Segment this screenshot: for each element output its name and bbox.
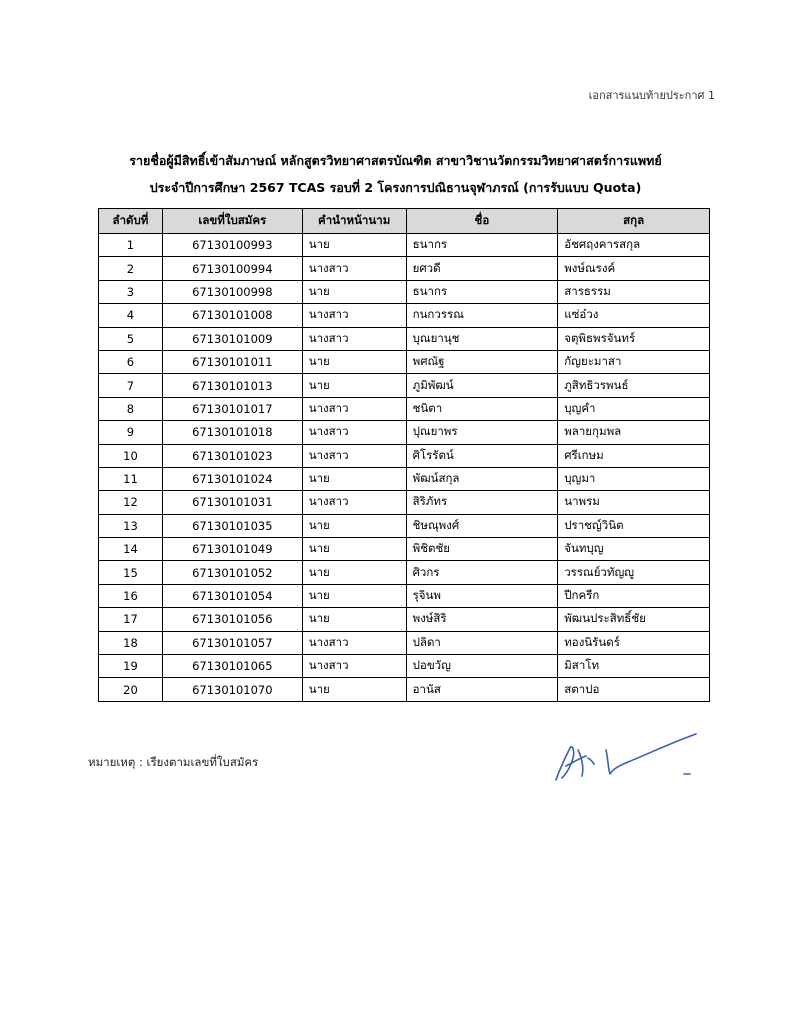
- cell-application-no: 67130101023: [162, 444, 302, 467]
- cell-title: นางสาว: [302, 257, 406, 280]
- cell-last-name: บุญมา: [558, 467, 710, 490]
- table-row: [99, 491, 710, 514]
- cell-application-no: 67130101024: [162, 467, 302, 490]
- cell-last-name: มิสาโท: [558, 655, 710, 678]
- cell-application-no: 67130101018: [162, 421, 302, 444]
- cell-last-name: แซ่อ๋วง: [558, 304, 710, 327]
- cell-application-no: 67130100998: [162, 280, 302, 303]
- table-row: [99, 374, 710, 397]
- cell-first-name: ภูมิพัฒน์: [406, 374, 558, 397]
- cell-title: นางสาว: [302, 631, 406, 654]
- cell-title: นาย: [302, 374, 406, 397]
- table-row: [99, 397, 710, 420]
- cell-title: นางสาว: [302, 491, 406, 514]
- table-row: [99, 327, 710, 350]
- cell-last-name: วรรณย์วทัญญู: [558, 561, 710, 584]
- cell-order: 10: [99, 444, 163, 467]
- cell-application-no: 67130101011: [162, 350, 302, 373]
- cell-application-no: 67130101031: [162, 491, 302, 514]
- cell-first-name: สิริภัทร: [406, 491, 558, 514]
- cell-last-name: ปีกครีก: [558, 584, 710, 607]
- cell-first-name: อานัส: [406, 678, 558, 701]
- cell-title: นางสาว: [302, 397, 406, 420]
- cell-application-no: 67130101049: [162, 538, 302, 561]
- title-line-2: ประจำปีการศึกษา 2567 TCAS รอบที่ 2 โครงการปณิธานจุฬาภรณ์ (การรับแบบ Quota): [149, 180, 642, 195]
- cell-first-name: ศิวกร: [406, 561, 558, 584]
- cell-last-name: จันทบุญ: [558, 538, 710, 561]
- cell-application-no: 67130101056: [162, 608, 302, 631]
- candidate-table: [98, 208, 710, 702]
- cell-application-no: 67130101065: [162, 655, 302, 678]
- column-header-application-no: เลขที่ใบสมัคร: [162, 209, 302, 234]
- cell-order: 19: [99, 655, 163, 678]
- cell-title: นาย: [302, 514, 406, 537]
- cell-last-name: นาพรม: [558, 491, 710, 514]
- cell-title: นางสาว: [302, 304, 406, 327]
- cell-order: 16: [99, 584, 163, 607]
- cell-title: นาย: [302, 280, 406, 303]
- cell-first-name: บุณยานุช: [406, 327, 558, 350]
- cell-application-no: 67130101009: [162, 327, 302, 350]
- cell-last-name: จตุพิธพรจันทร์: [558, 327, 710, 350]
- table-row: [99, 655, 710, 678]
- cell-title: นาย: [302, 538, 406, 561]
- table-row: [99, 421, 710, 444]
- column-header-first-name: ชื่อ: [406, 209, 558, 234]
- table-row: [99, 538, 710, 561]
- document-reference: เอกสารแนบท้ายประกาศ 1: [588, 89, 715, 102]
- signature: [548, 728, 708, 788]
- cell-title: นาย: [302, 678, 406, 701]
- table-row: [99, 234, 710, 257]
- cell-order: 13: [99, 514, 163, 537]
- cell-order: 20: [99, 678, 163, 701]
- table-row: [99, 280, 710, 303]
- cell-first-name: พศณัฐ: [406, 350, 558, 373]
- table-row: [99, 584, 710, 607]
- cell-order: 6: [99, 350, 163, 373]
- cell-last-name: ปราชญ์วินิต: [558, 514, 710, 537]
- cell-order: 14: [99, 538, 163, 561]
- cell-title: นาย: [302, 467, 406, 490]
- cell-title: นางสาว: [302, 655, 406, 678]
- cell-first-name: รุจินพ: [406, 584, 558, 607]
- cell-first-name: ยศวดี: [406, 257, 558, 280]
- cell-order: 7: [99, 374, 163, 397]
- cell-order: 11: [99, 467, 163, 490]
- cell-title: นางสาว: [302, 421, 406, 444]
- cell-order: 17: [99, 608, 163, 631]
- title-line-1: รายชื่อผู้มีสิทธิ์เข้าสัมภาษณ์ หลักสูตรวิทยาศาสตรบัณฑิต สาขาวิชานวัตกรรมวิทยาศาสตร์การแพทย์: [129, 153, 662, 168]
- cell-first-name: กนกวรรณ: [406, 304, 558, 327]
- cell-application-no: 67130101013: [162, 374, 302, 397]
- cell-order: 5: [99, 327, 163, 350]
- cell-application-no: 67130101035: [162, 514, 302, 537]
- cell-application-no: 67130100993: [162, 234, 302, 257]
- cell-last-name: สารธรรม: [558, 280, 710, 303]
- cell-application-no: 67130101057: [162, 631, 302, 654]
- cell-order: 3: [99, 280, 163, 303]
- table-row: [99, 467, 710, 490]
- cell-order: 2: [99, 257, 163, 280]
- column-header-title: คำนำหน้านาม: [302, 209, 406, 234]
- cell-last-name: ทองนิรันดร์: [558, 631, 710, 654]
- cell-first-name: พัฒน์สกุล: [406, 467, 558, 490]
- cell-title: นาย: [302, 608, 406, 631]
- cell-first-name: ศิโรรัตน์: [406, 444, 558, 467]
- cell-application-no: 67130101052: [162, 561, 302, 584]
- cell-first-name: ชิษณุพงศ์: [406, 514, 558, 537]
- cell-order: 4: [99, 304, 163, 327]
- cell-first-name: ชนิตา: [406, 397, 558, 420]
- cell-last-name: ภูสิทธิวรพนธ์: [558, 374, 710, 397]
- cell-last-name: ศรีเกษม: [558, 444, 710, 467]
- table-row: [99, 678, 710, 701]
- cell-order: 8: [99, 397, 163, 420]
- cell-first-name: พงษ์สิริ: [406, 608, 558, 631]
- table-header-row: [99, 209, 710, 234]
- cell-first-name: ธนากร: [406, 280, 558, 303]
- cell-last-name: พลายกุมพล: [558, 421, 710, 444]
- table-row: [99, 561, 710, 584]
- cell-first-name: ปุณยาพร: [406, 421, 558, 444]
- cell-application-no: 67130101054: [162, 584, 302, 607]
- cell-application-no: 67130101017: [162, 397, 302, 420]
- cell-application-no: 67130101070: [162, 678, 302, 701]
- cell-title: นาย: [302, 584, 406, 607]
- cell-order: 18: [99, 631, 163, 654]
- cell-last-name: พัฒนประสิทธิ์ชัย: [558, 608, 710, 631]
- cell-application-no: 67130101008: [162, 304, 302, 327]
- cell-title: นางสาว: [302, 327, 406, 350]
- column-header-last-name: สกุล: [558, 209, 710, 234]
- table-row: [99, 514, 710, 537]
- cell-first-name: พิชิตชัย: [406, 538, 558, 561]
- cell-title: นาย: [302, 561, 406, 584]
- cell-order: 15: [99, 561, 163, 584]
- cell-title: นาย: [302, 234, 406, 257]
- cell-last-name: พงษ์ณรงค์: [558, 257, 710, 280]
- cell-first-name: ธนากร: [406, 234, 558, 257]
- table-row: [99, 444, 710, 467]
- table-row: [99, 631, 710, 654]
- table-row: [99, 257, 710, 280]
- column-header-order: ลำดับที่: [99, 209, 163, 234]
- table-row: [99, 608, 710, 631]
- cell-last-name: สตาปอ: [558, 678, 710, 701]
- cell-title: นาย: [302, 350, 406, 373]
- cell-last-name: อัชศฤงคารสกุล: [558, 234, 710, 257]
- cell-title: นางสาว: [302, 444, 406, 467]
- footnote: หมายเหตุ : เรียงตามเลขที่ใบสมัคร: [88, 755, 259, 769]
- table-row: [99, 304, 710, 327]
- cell-first-name: ปลิดา: [406, 631, 558, 654]
- cell-order: 9: [99, 421, 163, 444]
- table-row: [99, 350, 710, 373]
- cell-first-name: ปอขวัญ: [406, 655, 558, 678]
- cell-order: 12: [99, 491, 163, 514]
- cell-last-name: บุญคำ: [558, 397, 710, 420]
- cell-application-no: 67130100994: [162, 257, 302, 280]
- cell-order: 1: [99, 234, 163, 257]
- cell-last-name: กัญยะมาสา: [558, 350, 710, 373]
